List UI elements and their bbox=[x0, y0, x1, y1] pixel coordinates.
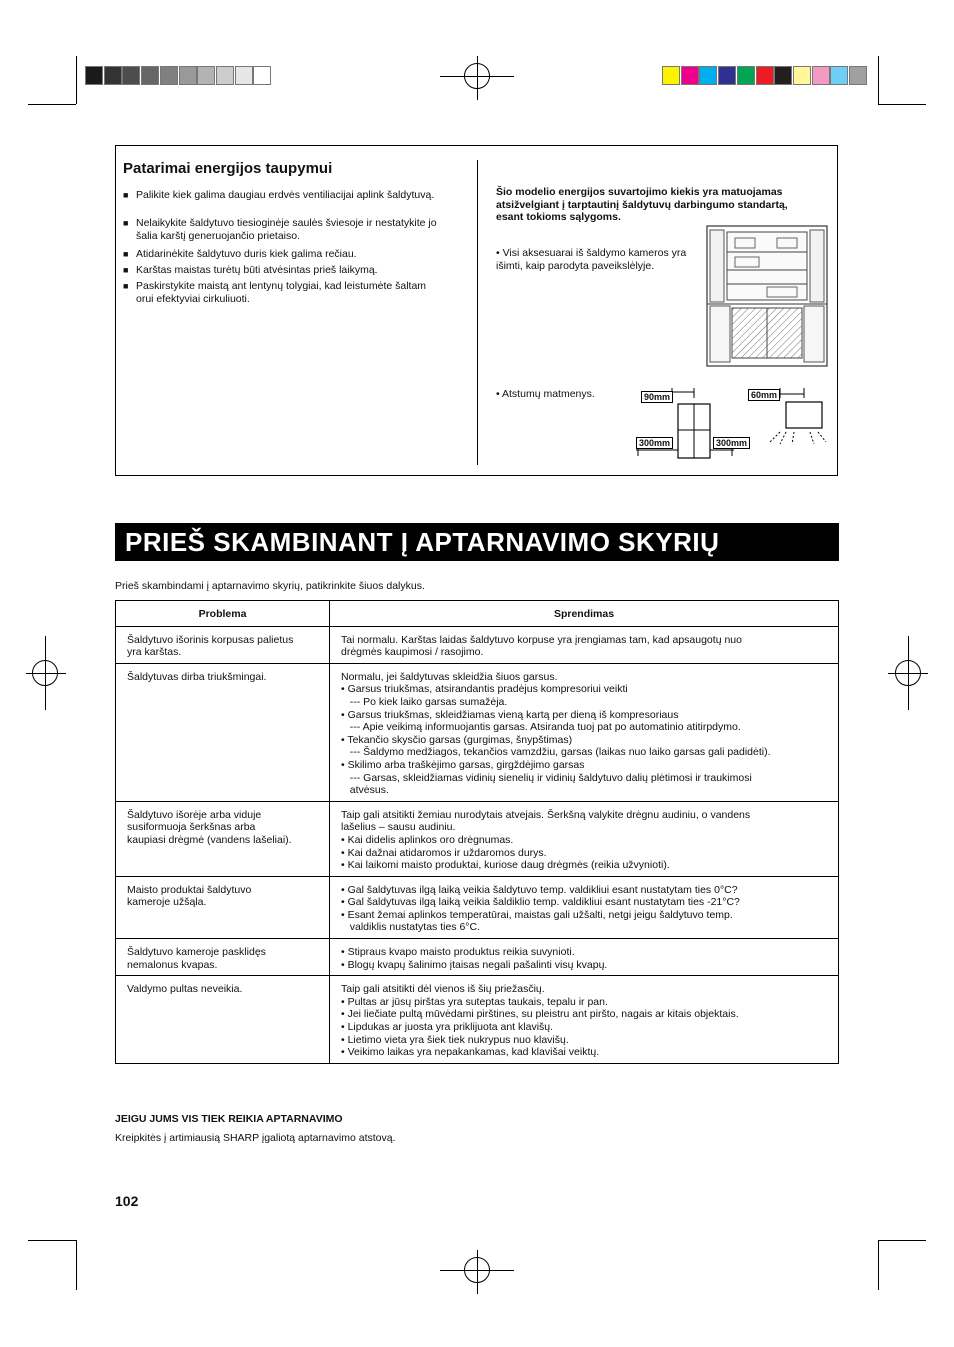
solution-line: • Blogų kvapų šalinimo įtaisas negali pašalinti visų kvapų. bbox=[341, 958, 608, 971]
tip-item: ■ Atidarinėkite šaldytuvo duris kiek galima rečiau. bbox=[123, 248, 357, 260]
table-row bbox=[116, 976, 839, 1064]
solution-line: • Garsus triukšmas, skleidžiamas vieną kartą per dieną iš kompresoriaus bbox=[341, 708, 679, 721]
problem-cell bbox=[116, 663, 330, 801]
problem-cell bbox=[116, 876, 330, 938]
table-header-row bbox=[116, 601, 839, 627]
solution-cell bbox=[330, 801, 839, 876]
problem-cell bbox=[116, 939, 330, 976]
solution-line: • Kai dažnai atidaromos ir uždaromos durys. bbox=[341, 846, 547, 859]
solution-line: lašelius – sausu audiniu. bbox=[341, 821, 456, 834]
bullet-icon: ■ bbox=[123, 218, 129, 228]
solution-line: • Stipraus kvapo maisto produktus reikia suvynioti. bbox=[341, 946, 575, 959]
solution-line: • Kai didelis aplinkos oro drėgnumas. bbox=[341, 833, 514, 846]
solution-line: --- Šaldymo medžiagos, tekančios vamzdžiu, garsas (laikas nuo laiko garsas gali padidėti). bbox=[341, 746, 771, 759]
color-swatch bbox=[849, 66, 867, 85]
solution-line: Normalu, jei šaldytuvas skleidžia šiuos garsus. bbox=[341, 670, 558, 683]
color-swatch bbox=[662, 66, 680, 85]
section-heading: PRIEŠ SKAMBINANT Į APTARNAVIMO SKYRIŲ bbox=[125, 527, 720, 557]
service-text: Kreipkitės į artimiausią SHARP įgaliotą aptarnavimo atstovą. bbox=[115, 1132, 396, 1144]
problem-line: Šaldytuvas dirba triukšmingai. bbox=[127, 670, 267, 683]
problem-line: susiformuoja šerkšnas arba bbox=[127, 821, 256, 834]
bullet-icon: ■ bbox=[123, 265, 129, 275]
solution-line: Taip gali atsitikti dėl vienos iš šių priežasčių. bbox=[341, 983, 545, 996]
tip-item: ■ Paskirstykite maistą ant lentynų tolygiai, kad leistumėte šaltam orui efektyviai cirkuliuoti. bbox=[123, 280, 427, 305]
solution-line: Taip gali atsitikti žemiau nurodytais atvejais. Šerkšną valykite drėgnu audiniu, o vandens bbox=[341, 808, 751, 821]
solution-cell bbox=[330, 876, 839, 938]
gray-swatch bbox=[104, 66, 122, 85]
solution-line: • Garsus triukšmas, atsirandantis pradėjus kompresoriui veikti bbox=[341, 683, 628, 696]
solution-line: • Lietimo vieta yra šiek tiek nukrypus nuo klavišų. bbox=[341, 1033, 569, 1046]
problem-line: Šaldytuvo kameroje pasklidęs bbox=[127, 946, 266, 959]
solution-line: --- Po kiek laiko garsas sumažėja. bbox=[341, 695, 508, 708]
solution-line: • Tekančio skysčio garsas (gurgimas, šnypštimas) bbox=[341, 733, 573, 746]
troubleshooting-table bbox=[115, 600, 839, 1064]
solution-line: • Skilimo arba traškėjimo garsas, girgždėjimo garsas bbox=[341, 758, 585, 771]
color-swatch bbox=[793, 66, 811, 85]
tips-title: Patarimai energijos taupymui bbox=[123, 160, 333, 177]
solution-cell bbox=[330, 626, 839, 663]
gray-swatch bbox=[141, 66, 159, 85]
solution-line: • Lipdukas ar juosta yra priklijuota ant klavišų. bbox=[341, 1021, 554, 1034]
solution-line: • Kai laikomi maisto produktai, kuriose daug drėgmės (reikia užvynioti). bbox=[341, 859, 670, 872]
solution-line: • Gal šaldytuvas ilgą laiką veikia šaldytuvo temp. valdikliui esant nustatytam ties 0°C? bbox=[341, 883, 738, 896]
table-row bbox=[116, 663, 839, 801]
gray-swatch bbox=[85, 66, 103, 85]
tip-item: ■ Palikite kiek galima daugiau erdvės ventiliacijai aplink šaldytuvą. bbox=[123, 189, 435, 201]
solution-line: • Gal šaldytuvas ilgą laiką veikia šaldiklio temp. valdikliui esant nustatytam ties -21°C? bbox=[341, 896, 740, 909]
accessories-note: • Visi aksesuarai iš šaldymo kameros yra išimti, kaip parodyta paveikslėlyje. bbox=[496, 247, 687, 272]
solution-line: atvėsus. bbox=[341, 784, 389, 797]
solution-line: • Jei liečiate pultą mūvėdami pirštines, su pleistru ant piršto, nagais ar kitais objektais. bbox=[341, 1008, 739, 1021]
table-row bbox=[116, 876, 839, 938]
gray-swatch bbox=[253, 66, 271, 85]
dimension-label: 300mm bbox=[636, 437, 673, 449]
gray-swatch bbox=[160, 66, 178, 85]
page-number: 102 bbox=[115, 1193, 139, 1209]
color-swatch bbox=[737, 66, 755, 85]
color-swatch bbox=[699, 66, 717, 85]
tip-item: ■ Nelaikykite šaldytuvo tiesioginėje saulės šviesoje ir nestatykite jo šalia karštį generuojančio prietaiso. bbox=[123, 217, 437, 242]
color-swatch bbox=[830, 66, 848, 85]
problem-line: Maisto produktai šaldytuvo bbox=[127, 883, 252, 896]
solution-cell bbox=[330, 939, 839, 976]
distances-note: • Atstumų matmenys. bbox=[496, 388, 595, 400]
column-header-solution: Sprendimas bbox=[330, 601, 839, 627]
measurement-note: Šio modelio energijos suvartojimo kiekis yra matuojamas atsižvelgiant į tarptautinį šaldytuvų darbingumo standartą, esant tokioms sąlygoms. bbox=[496, 186, 788, 223]
table-row bbox=[116, 626, 839, 663]
gray-swatch bbox=[179, 66, 197, 85]
solution-cell bbox=[330, 976, 839, 1064]
table-row bbox=[116, 939, 839, 976]
color-swatch bbox=[756, 66, 774, 85]
problem-line: Valdymo pultas neveikia. bbox=[127, 983, 243, 996]
table-row bbox=[116, 801, 839, 876]
problem-line: kaupiasi drėgmė (vandens lašeliai). bbox=[127, 833, 292, 846]
tips-divider bbox=[477, 160, 478, 465]
color-swatch bbox=[812, 66, 830, 85]
color-swatch bbox=[718, 66, 736, 85]
solution-line: • Veikimo laikas yra nepakankamas, kad klavišai veiktų. bbox=[341, 1046, 600, 1059]
problem-cell bbox=[116, 626, 330, 663]
dimension-label: 60mm bbox=[748, 389, 780, 401]
problem-cell bbox=[116, 801, 330, 876]
tip-item: ■ Karštas maistas turėtų būti atvėsintas prieš laikymą. bbox=[123, 264, 378, 276]
problem-line: yra karštas. bbox=[127, 646, 182, 659]
solution-line: --- Garsas, skleidžiamas vidinių sienelių ir vidinių šaldytuvo dalių plėtimosi ir traukimosi bbox=[341, 771, 752, 784]
solution-line: valdiklis nustatytas ties 6°C. bbox=[341, 921, 481, 934]
gray-swatch bbox=[197, 66, 215, 85]
solution-line: • Esant žemai aplinkos temperatūrai, maistas gali užšalti, netgi jeigu šaldytuvo temp. bbox=[341, 908, 733, 921]
table-body bbox=[116, 626, 839, 1063]
dimension-label: 90mm bbox=[641, 391, 673, 403]
intro-text: Prieš skambindami į aptarnavimo skyrių, patikrinkite šiuos dalykus. bbox=[115, 580, 425, 592]
problem-cell bbox=[116, 976, 330, 1064]
problem-line: kameroje užšąla. bbox=[127, 896, 207, 909]
fridge-interior-illustration bbox=[705, 224, 829, 372]
solution-line: • Pultas ar jūsų pirštas yra suteptas taukais, tepalu ir pan. bbox=[341, 995, 608, 1008]
solution-line: Tai normalu. Karštas laidas šaldytuvo korpuse yra įrengiamas tam, kad apsaugotų nuo bbox=[341, 633, 742, 646]
gray-swatch bbox=[216, 66, 234, 85]
service-title: JEIGU JUMS VIS TIEK REIKIA APTARNAVIMO bbox=[115, 1113, 343, 1125]
bullet-icon: ■ bbox=[123, 249, 129, 259]
gray-swatch bbox=[122, 66, 140, 85]
solution-line: --- Apie veikimą informuojantis garsas. Atsiranda tuoj pat po automatinio atitirpdymo. bbox=[341, 721, 741, 734]
bullet-icon: ■ bbox=[123, 281, 129, 291]
problem-line: Šaldytuvo išorėje arba viduje bbox=[127, 808, 262, 821]
gray-swatch bbox=[235, 66, 253, 85]
problem-line: nemalonus kvapas. bbox=[127, 958, 218, 971]
column-header-problem: Problema bbox=[116, 601, 330, 627]
bullet-icon: ■ bbox=[123, 190, 129, 200]
solution-cell bbox=[330, 663, 839, 801]
color-swatch bbox=[681, 66, 699, 85]
dimension-label: 300mm bbox=[713, 437, 750, 449]
problem-line: Šaldytuvo išorinis korpusas palietus bbox=[127, 633, 294, 646]
color-swatch bbox=[774, 66, 792, 85]
solution-line: drėgmės kaupimosi / rasojimo. bbox=[341, 646, 484, 659]
